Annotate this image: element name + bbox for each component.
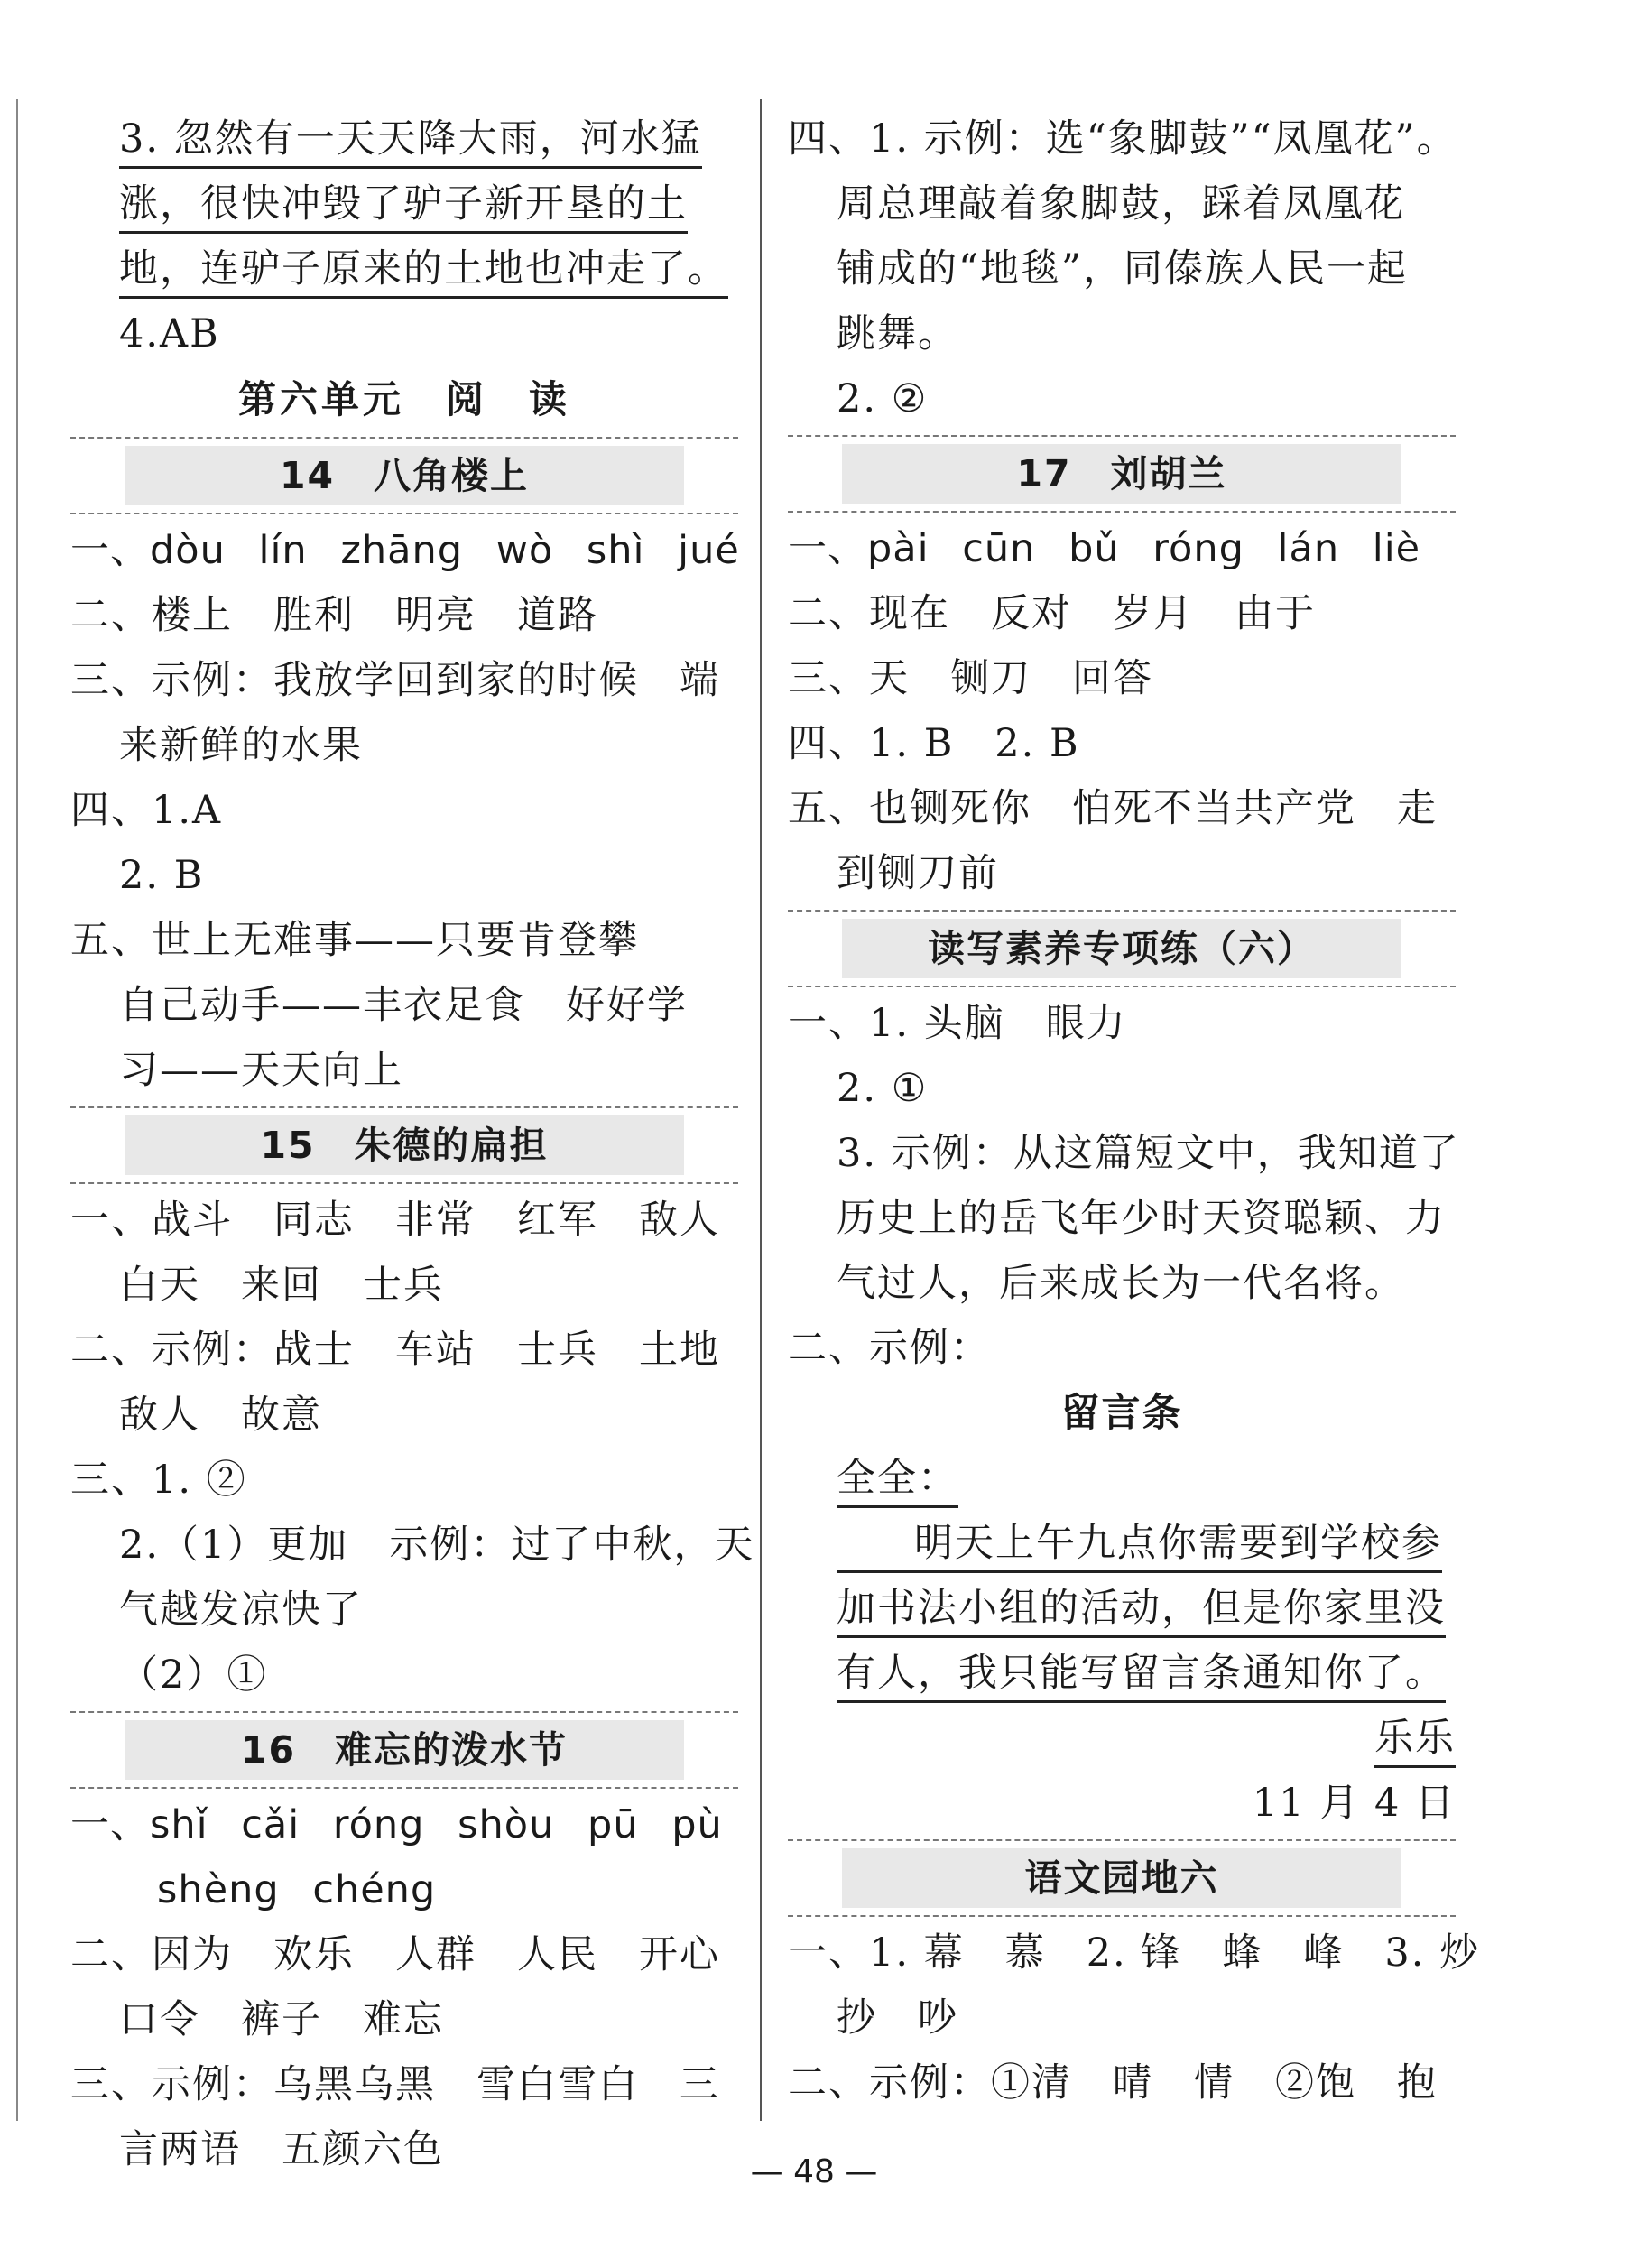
answer-line: 2. B xyxy=(119,853,205,898)
answer-line: 一、shǐ cǎi róng shòu pū pù xyxy=(70,1802,723,1847)
section-title: 读写素养专项练（六） xyxy=(928,927,1316,970)
answer-line: 二、现在 反对 岁月 由于 xyxy=(788,591,1316,636)
answer-line: 2. ② xyxy=(837,376,929,421)
answer-line: 来新鲜的水果 xyxy=(119,723,363,768)
answer-line: 白天 来回 士兵 xyxy=(119,1263,444,1308)
note-title: 留言条 xyxy=(1060,1391,1183,1436)
answer-line: 铺成的“地毯”，同傣族人民一起 xyxy=(837,246,1408,292)
answer-line: 习——天天向上 xyxy=(119,1048,403,1093)
answer-line: 二、示例：①清 晴 情 ②饱 抱 xyxy=(788,2060,1438,2106)
note-date: 11 月 4 日 xyxy=(1252,1781,1456,1826)
answer-line: 跳舞。 xyxy=(837,311,958,356)
answer-line: 二、示例：战士 车站 士兵 土地 xyxy=(70,1328,720,1373)
answer-line: 四、1. 示例：选“象脚鼓”“凤凰花”。 xyxy=(788,116,1457,162)
answer-line: 二、楼上 胜利 明亮 道路 xyxy=(70,593,598,638)
answer-line: 周总理敲着象脚鼓，踩着凤凰花 xyxy=(837,181,1405,227)
unit-title: 第六单元 阅 读 xyxy=(237,377,570,421)
note-salutation: 全全： xyxy=(788,1446,1456,1511)
section-title: 17 刘胡兰 xyxy=(1016,452,1227,495)
answer-line: shèng chéng xyxy=(157,1867,437,1912)
answer-line: 2. ① xyxy=(837,1066,929,1111)
note-body-line: 明天上午九点你需要到学校参 xyxy=(788,1511,1456,1576)
column-divider xyxy=(760,99,762,2121)
section-title: 15 朱德的扁担 xyxy=(260,1124,549,1167)
note-signature: 乐乐 xyxy=(788,1706,1456,1771)
answer-line: 气越发凉快了 xyxy=(119,1588,363,1633)
answer-line: 地，连驴子原来的土地也冲走了。 xyxy=(70,236,738,301)
answer-line: 二、因为 欢乐 人群 人民 开心 xyxy=(70,1932,720,1977)
answer-line: 口令 裤子 难忘 xyxy=(119,1997,444,2042)
answer-line: 五、世上无难事——只要肯登攀 xyxy=(70,918,639,963)
section-header-14 xyxy=(70,437,738,514)
answer-line: 气过人，后来成长为一代名将。 xyxy=(837,1261,1405,1306)
section-header-15 xyxy=(70,1106,738,1184)
answer-line: 二、示例： xyxy=(788,1326,991,1371)
answer-line: 3. 忽然有一天天降大雨，河水猛 xyxy=(70,106,738,171)
answer-line: 言两语 五颜六色 xyxy=(119,2127,444,2172)
answer-line: 2.（1）更加 示例：过了中秋，天 xyxy=(119,1523,755,1568)
answer-line: 三、示例：我放学回到家的时候 端 xyxy=(70,658,720,703)
page-edge-line xyxy=(16,99,18,2121)
answer-line: （2）① xyxy=(119,1652,268,1698)
section-header-garden-6 xyxy=(788,1839,1456,1917)
page-number: — 48 — xyxy=(750,2153,878,2190)
answer-line: 到铡刀前 xyxy=(837,851,999,896)
section-title: 16 难忘的泼水节 xyxy=(240,1728,569,1772)
left-column xyxy=(70,106,755,2182)
section-title: 语文园地六 xyxy=(1024,1856,1219,1900)
answer-line: 四、1.A xyxy=(70,788,223,833)
answer-line: 五、也铡死你 怕死不当共产党 走 xyxy=(788,786,1438,831)
answer-line: 敌人 故意 xyxy=(119,1393,322,1438)
section-header-17 xyxy=(788,435,1456,513)
answer-line: 自己动手——丰衣足食 好好学 xyxy=(119,983,688,1028)
answer-line: 三、天 铡刀 回答 xyxy=(788,656,1153,701)
section-title: 14 八角楼上 xyxy=(279,454,530,497)
note-body-line: 加书法小组的活动，但是你家里没 xyxy=(788,1576,1456,1641)
note-body-line: 有人，我只能写留言条通知你了。 xyxy=(788,1641,1456,1706)
answer-line: 一、1. 幕 慕 2. 锋 蜂 峰 3. 炒 xyxy=(788,1930,1481,1976)
answer-line: 三、1. ② xyxy=(70,1458,247,1503)
answer-line: 三、示例：乌黑乌黑 雪白雪白 三 xyxy=(70,2062,720,2107)
answer-line: 涨，很快冲毁了驴子新开垦的土 xyxy=(70,171,738,236)
section-header-practice-6 xyxy=(788,910,1456,987)
answer-line: 3. 示例：从这篇短文中，我知道了 xyxy=(837,1131,1460,1176)
answer-line: 历史上的岳飞年少时天资聪颖、力 xyxy=(837,1196,1446,1241)
answer-line: 一、pài cūn bǔ róng lán liè xyxy=(788,526,1421,571)
answer-line: 抄 吵 xyxy=(837,1995,958,2041)
section-header-16 xyxy=(70,1711,738,1789)
answer-line: 一、1. 头脑 眼力 xyxy=(788,1001,1127,1046)
right-column xyxy=(788,106,1481,2115)
answer-line: 一、战斗 同志 非常 红军 敌人 xyxy=(70,1198,720,1243)
answer-line: 4.AB xyxy=(119,311,220,356)
answer-line: 四、1. B 2. B xyxy=(788,721,1080,766)
answer-line: 一、dòu lín zhāng wò shì jué xyxy=(70,528,740,573)
